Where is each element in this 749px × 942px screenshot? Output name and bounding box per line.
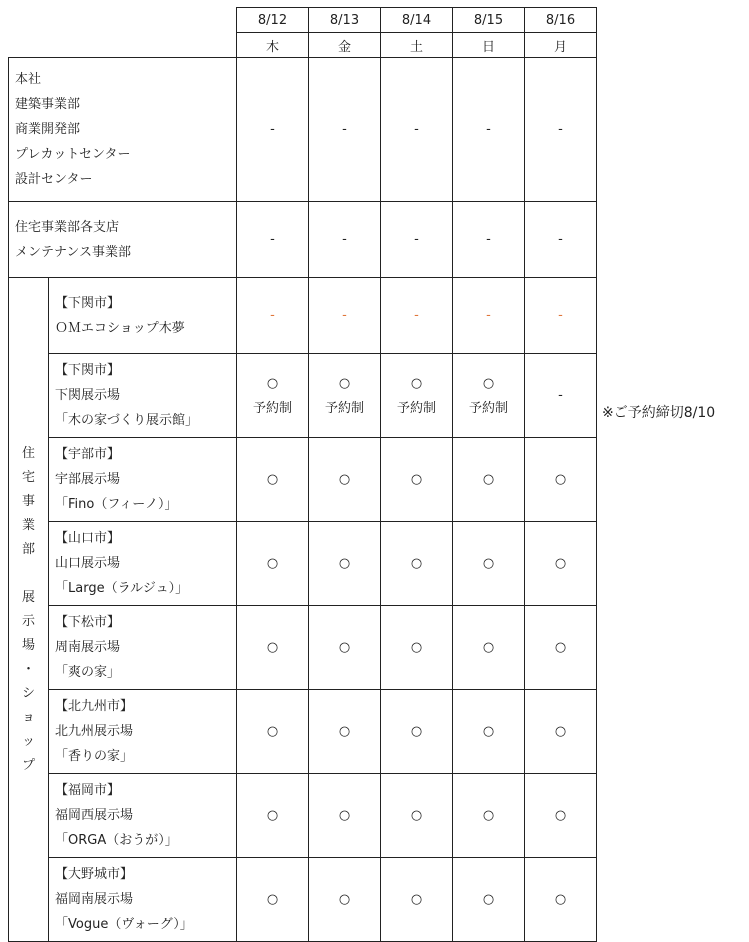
open-status-cell bbox=[381, 858, 453, 942]
open-status-cell bbox=[381, 774, 453, 858]
showroom-row bbox=[9, 522, 597, 606]
open-status-cell bbox=[237, 58, 309, 202]
open-status-cell bbox=[309, 58, 381, 202]
open-status-cell bbox=[453, 606, 525, 690]
open-status-cell bbox=[453, 774, 525, 858]
status-mark: - bbox=[342, 122, 347, 137]
location-line: 宇部展示場 bbox=[55, 472, 121, 487]
location-line: 「ORGA（おうが）」 bbox=[55, 833, 178, 848]
status-mark: - bbox=[558, 232, 563, 247]
status-mark: ○ bbox=[554, 640, 567, 655]
open-status-cell bbox=[453, 438, 525, 522]
status-mark: ○ bbox=[482, 724, 495, 739]
date-row bbox=[9, 8, 597, 33]
office-row bbox=[9, 202, 597, 278]
location-line: 【宇部市】 bbox=[55, 447, 121, 462]
location-line: 建築事業部 bbox=[15, 97, 81, 112]
open-status-cell bbox=[237, 774, 309, 858]
status-mark: - bbox=[486, 308, 491, 323]
status-mark: ○ bbox=[338, 892, 351, 907]
location-line: 周南展示場 bbox=[55, 640, 121, 655]
status-mark: ○ bbox=[482, 556, 495, 571]
status-mark: ○ bbox=[410, 640, 423, 655]
location-line: 山口展示場 bbox=[55, 556, 121, 571]
location-name-cell bbox=[49, 438, 237, 522]
open-status-cell bbox=[237, 606, 309, 690]
group-label-char bbox=[9, 562, 48, 586]
open-status-cell bbox=[381, 354, 453, 438]
open-status-cell bbox=[525, 278, 597, 354]
status-mark: ○ bbox=[338, 640, 351, 655]
status-mark: ○ bbox=[266, 724, 279, 739]
date-cell: 8/14 bbox=[381, 8, 453, 33]
open-status-cell bbox=[453, 522, 525, 606]
status-mark: ○ bbox=[266, 892, 279, 907]
open-status-cell bbox=[237, 858, 309, 942]
open-status-cell bbox=[237, 438, 309, 522]
status-mark: ○ bbox=[554, 556, 567, 571]
status-mark: ○ bbox=[338, 808, 351, 823]
status-mark: ○ bbox=[482, 375, 495, 391]
location-line: 【下関市】 bbox=[55, 363, 121, 378]
location-line: 【下松市】 bbox=[55, 615, 121, 630]
status-mark: ○ bbox=[410, 892, 423, 907]
status-mark: ○ bbox=[410, 808, 423, 823]
group-label-char: 場 bbox=[21, 637, 35, 653]
location-line: 「木の家づくり展示館」 bbox=[55, 413, 199, 428]
status-mark: - bbox=[558, 388, 563, 403]
open-status-cell bbox=[237, 690, 309, 774]
location-name-cell bbox=[49, 774, 237, 858]
status-mark: - bbox=[486, 122, 491, 137]
open-status-cell bbox=[309, 438, 381, 522]
weekday-cell: 月 bbox=[525, 33, 597, 58]
status-mark: - bbox=[558, 308, 563, 323]
showroom-row bbox=[9, 774, 597, 858]
open-status-cell bbox=[453, 58, 525, 202]
office-row bbox=[9, 58, 597, 202]
open-status-cell bbox=[381, 690, 453, 774]
open-status-cell bbox=[525, 690, 597, 774]
group-label-char: シ bbox=[21, 685, 35, 701]
location-line: 【北九州市】 bbox=[55, 699, 134, 714]
reservation-required-label: 予約制 bbox=[396, 400, 436, 416]
location-name-cell bbox=[49, 858, 237, 942]
status-mark: ○ bbox=[410, 724, 423, 739]
open-status-cell bbox=[453, 202, 525, 278]
location-line: 【大野城市】 bbox=[55, 867, 134, 882]
location-line: 本社 bbox=[15, 72, 42, 87]
open-status-cell bbox=[309, 858, 381, 942]
corner-blank bbox=[9, 8, 237, 58]
open-status-cell bbox=[309, 606, 381, 690]
location-line: プレカットセンター bbox=[15, 147, 131, 162]
location-line: 「爽の家」 bbox=[55, 665, 121, 680]
status-mark: ○ bbox=[338, 472, 351, 487]
status-mark: - bbox=[414, 308, 419, 323]
open-status-cell bbox=[309, 774, 381, 858]
weekday-cell: 日 bbox=[453, 33, 525, 58]
location-line: 商業開発部 bbox=[15, 122, 81, 137]
status-mark: - bbox=[414, 232, 419, 247]
status-mark: - bbox=[486, 232, 491, 247]
open-status-cell bbox=[525, 202, 597, 278]
open-status-cell bbox=[525, 522, 597, 606]
location-line: 福岡西展示場 bbox=[55, 808, 134, 823]
open-status-cell bbox=[381, 438, 453, 522]
weekday-cell: 土 bbox=[381, 33, 453, 58]
showroom-row bbox=[9, 690, 597, 774]
location-line: 「Fino（フィーノ）」 bbox=[55, 497, 178, 512]
status-mark: - bbox=[270, 308, 275, 323]
location-line: メンテナンス事業部 bbox=[15, 244, 131, 260]
date-cell: 8/15 bbox=[453, 8, 525, 33]
open-status-cell bbox=[381, 522, 453, 606]
location-name-cell bbox=[9, 58, 237, 202]
group-label-char: 住 bbox=[21, 445, 35, 461]
open-status-cell bbox=[453, 354, 525, 438]
status-mark: - bbox=[414, 122, 419, 137]
location-name-cell bbox=[49, 278, 237, 354]
open-status-cell bbox=[381, 58, 453, 202]
open-status-cell bbox=[309, 202, 381, 278]
showroom-row bbox=[9, 438, 597, 522]
status-mark: ○ bbox=[338, 375, 351, 391]
group-label-char: 展 bbox=[21, 589, 35, 605]
status-mark: ○ bbox=[482, 472, 495, 487]
status-mark: ○ bbox=[266, 375, 279, 391]
reservation-required-label: 予約制 bbox=[468, 400, 508, 416]
group-label-char: 業 bbox=[21, 517, 35, 533]
group-label-char: ッ bbox=[21, 733, 35, 749]
location-line: 設計センター bbox=[15, 172, 93, 187]
open-status-cell bbox=[525, 858, 597, 942]
location-line: 下関展示場 bbox=[55, 388, 121, 403]
location-name-cell bbox=[49, 354, 237, 438]
location-line: 「Large（ラルジュ）」 bbox=[55, 581, 189, 596]
status-mark: ○ bbox=[482, 808, 495, 823]
showroom-row bbox=[9, 606, 597, 690]
open-status-cell bbox=[453, 858, 525, 942]
open-status-cell bbox=[309, 690, 381, 774]
status-mark: ○ bbox=[482, 892, 495, 907]
status-mark: ○ bbox=[266, 556, 279, 571]
status-mark: ○ bbox=[554, 808, 567, 823]
date-cell: 8/16 bbox=[525, 8, 597, 33]
open-status-cell bbox=[525, 354, 597, 438]
location-line: 【山口市】 bbox=[55, 531, 121, 546]
group-label-char: 部 bbox=[21, 541, 35, 557]
status-mark: ○ bbox=[266, 472, 279, 487]
open-status-cell bbox=[237, 522, 309, 606]
group-label-char: 示 bbox=[21, 613, 35, 629]
status-mark: ○ bbox=[338, 724, 351, 739]
open-status-cell bbox=[381, 278, 453, 354]
group-label-char: 宅 bbox=[21, 469, 35, 485]
location-line: 「Vogue（ヴォーグ）」 bbox=[55, 917, 193, 932]
status-mark: - bbox=[270, 122, 275, 137]
status-mark: ○ bbox=[266, 640, 279, 655]
reservation-required-label: 予約制 bbox=[324, 400, 364, 416]
location-line: 【福岡市】 bbox=[55, 783, 121, 798]
date-cell: 8/13 bbox=[309, 8, 381, 33]
status-mark: ○ bbox=[410, 375, 423, 391]
open-status-cell bbox=[237, 354, 309, 438]
status-mark: ○ bbox=[554, 724, 567, 739]
location-line: 住宅事業部各支店 bbox=[15, 219, 120, 235]
weekday-cell: 金 bbox=[309, 33, 381, 58]
open-status-cell bbox=[381, 606, 453, 690]
open-status-cell bbox=[309, 522, 381, 606]
status-mark: ○ bbox=[554, 892, 567, 907]
location-name-cell bbox=[49, 690, 237, 774]
showroom-row bbox=[9, 354, 597, 438]
reservation-required-label: 予約制 bbox=[252, 400, 292, 416]
location-name-cell bbox=[9, 202, 237, 278]
reservation-deadline-note: ※ご予約締切8/10 bbox=[602, 405, 716, 421]
open-status-cell bbox=[309, 278, 381, 354]
holiday-schedule-table bbox=[8, 7, 597, 942]
open-status-cell bbox=[453, 278, 525, 354]
open-status-cell bbox=[453, 690, 525, 774]
open-status-cell bbox=[525, 438, 597, 522]
location-line: 「香りの家」 bbox=[55, 749, 134, 764]
status-mark: ○ bbox=[410, 556, 423, 571]
location-line: 【下関市】 bbox=[55, 295, 121, 311]
group-label-char: ョ bbox=[21, 709, 35, 725]
group-label-char: 事 bbox=[21, 493, 35, 509]
showroom-group-label bbox=[9, 278, 49, 942]
weekday-cell: 木 bbox=[237, 33, 309, 58]
status-mark: ○ bbox=[338, 556, 351, 571]
status-mark: - bbox=[342, 308, 347, 323]
open-status-cell bbox=[237, 278, 309, 354]
open-status-cell bbox=[237, 202, 309, 278]
open-status-cell bbox=[309, 354, 381, 438]
group-label-char: ・ bbox=[21, 661, 35, 677]
location-name-cell bbox=[49, 606, 237, 690]
location-name-cell bbox=[49, 522, 237, 606]
open-status-cell bbox=[525, 606, 597, 690]
open-status-cell bbox=[525, 58, 597, 202]
date-cell: 8/12 bbox=[237, 8, 309, 33]
open-status-cell bbox=[381, 202, 453, 278]
group-label-char: プ bbox=[21, 757, 35, 773]
location-line: 北九州展示場 bbox=[55, 724, 134, 739]
status-mark: ○ bbox=[554, 472, 567, 487]
showroom-row bbox=[9, 278, 597, 354]
location-line: ＯＭエコショップ木夢 bbox=[55, 320, 185, 336]
open-status-cell bbox=[525, 774, 597, 858]
status-mark: ○ bbox=[410, 472, 423, 487]
showroom-row bbox=[9, 858, 597, 942]
location-line: 福岡南展示場 bbox=[55, 892, 134, 907]
status-mark: - bbox=[270, 232, 275, 247]
status-mark: ○ bbox=[266, 808, 279, 823]
status-mark: - bbox=[342, 232, 347, 247]
status-mark: - bbox=[558, 122, 563, 137]
status-mark: ○ bbox=[482, 640, 495, 655]
